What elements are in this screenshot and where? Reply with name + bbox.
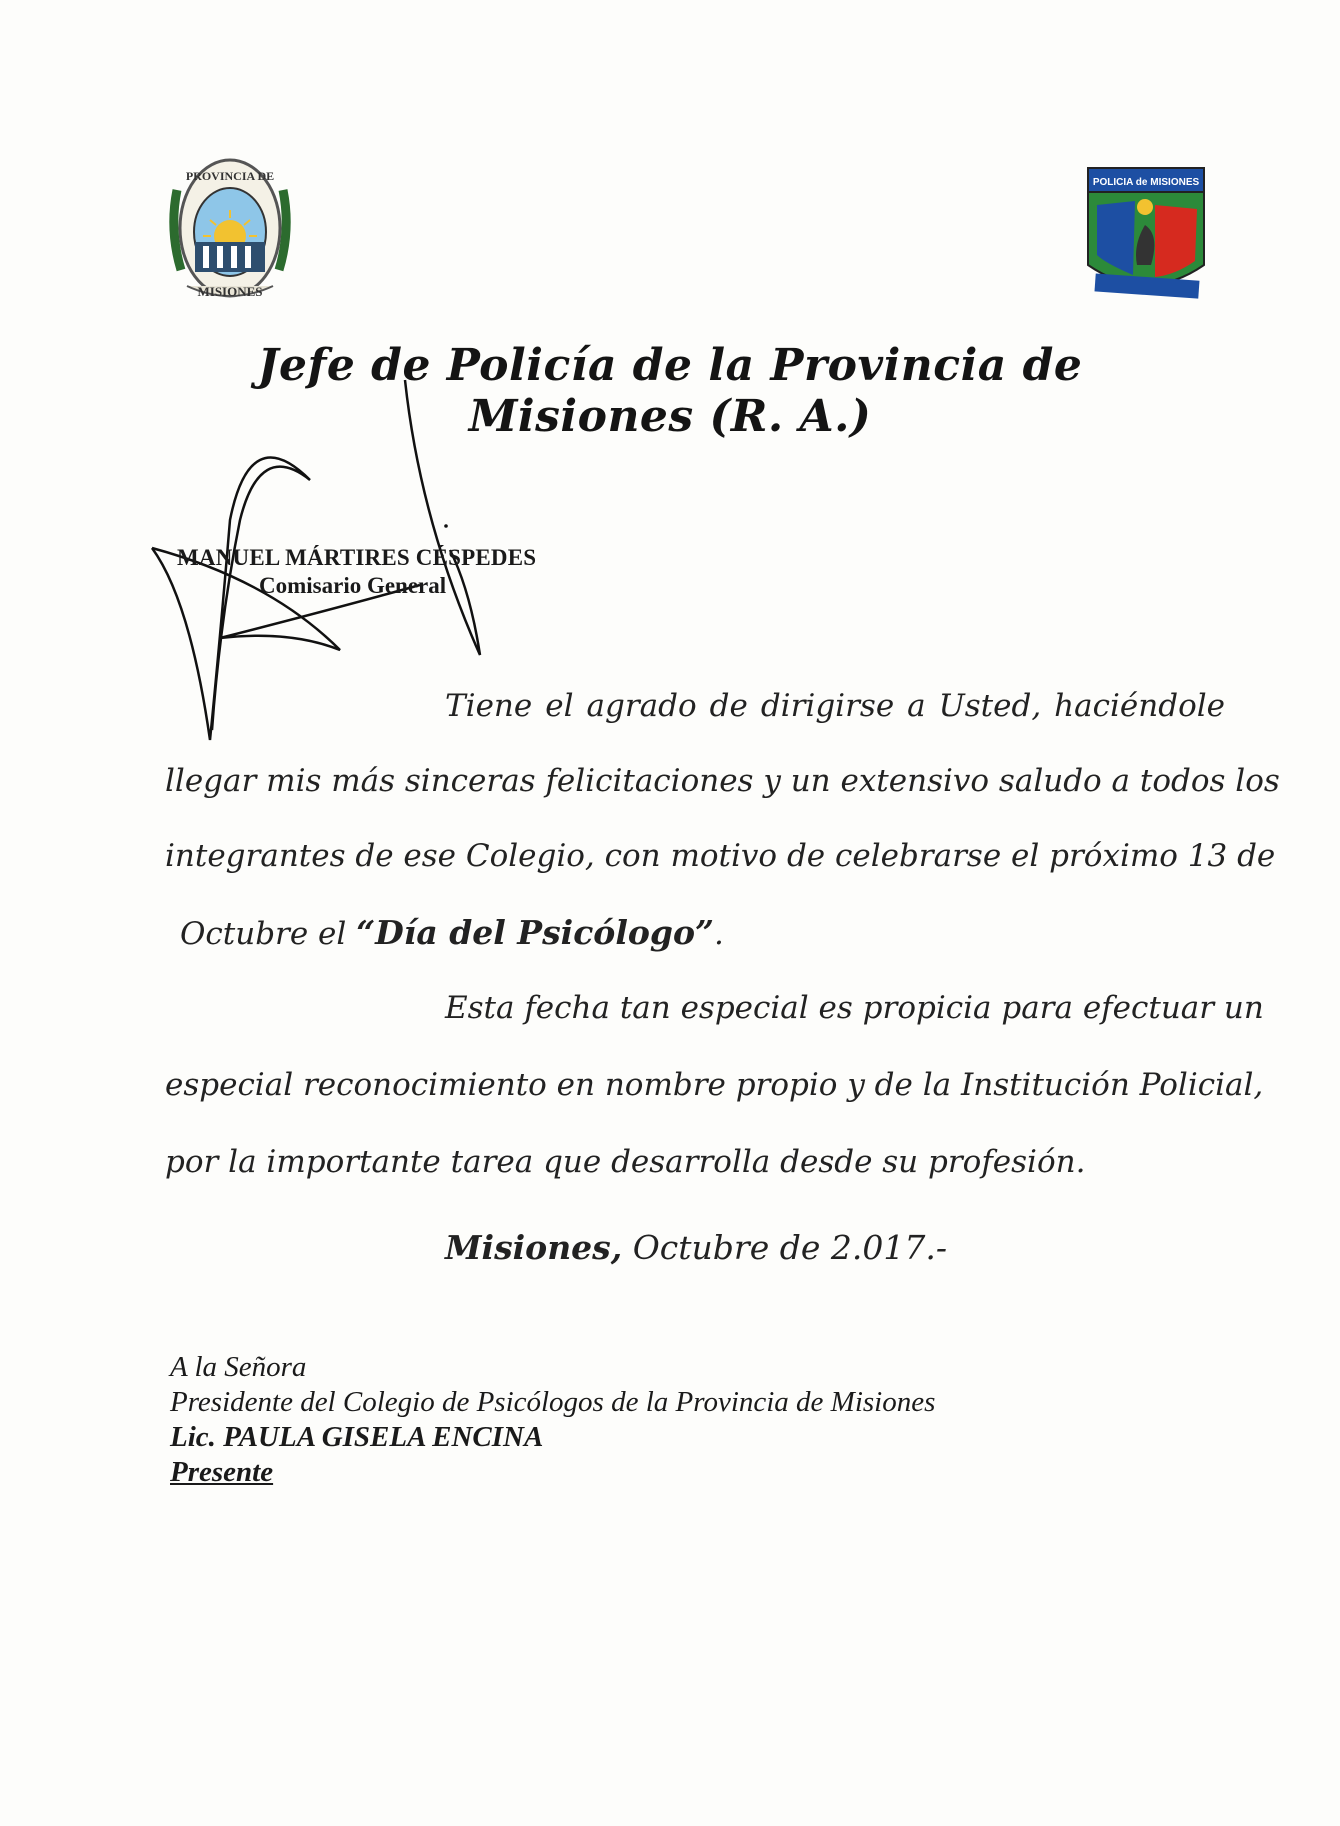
provincia-de-misiones-seal-icon <box>165 150 295 305</box>
signer-name: MANUEL MÁRTIRES CÉSPEDES <box>177 545 537 570</box>
date: Octubre de 2.017.- <box>632 1228 947 1267</box>
recipient-salutation: A la Señora <box>170 1351 307 1383</box>
event-title: “Día del Psicólogo” <box>356 913 714 952</box>
recipient-position: Presidente del Colegio de Psicólogos de la Provincia de Misiones <box>170 1386 936 1418</box>
svg-text:POLICIA de MISIONES: POLICIA de MISIONES <box>1092 177 1200 188</box>
body-line: Esta fecha tan especial es propicia para efectuar un <box>445 990 1264 1026</box>
body-line-event <box>180 913 1240 952</box>
body-line: por la importante tarea que desarrolla desde su profesión. <box>165 1144 1086 1180</box>
recipient-block <box>170 1350 935 1490</box>
svg-text:PROVINCIA DE: PROVINCIA DE <box>185 169 275 183</box>
body-line: llegar mis más sinceras felicitaciones y un extensivo saludo a todos los <box>165 763 1280 799</box>
body-text-suffix: . <box>713 916 724 952</box>
place-date <box>445 1228 947 1267</box>
signer-block <box>177 545 536 599</box>
signer-rank: Comisario General <box>259 573 447 598</box>
policia-de-misiones-crest-icon <box>1085 165 1207 310</box>
body-line: integrantes de ese Colegio, con motivo de celebrarse el próximo 13 de <box>165 838 1276 874</box>
body-line: especial reconocimiento en nombre propio y de la Institución Policial, <box>165 1067 1264 1103</box>
svg-text:MISIONES: MISIONES <box>197 284 263 299</box>
body-text-prefix: Octubre el <box>180 916 357 952</box>
letterhead-title: Jefe de Policía de la Provincia de Misiones (R. A.) <box>257 340 1083 442</box>
body-line: Tiene el agrado de dirigirse a Usted, haciéndole <box>445 688 1225 724</box>
recipient-name: Lic. PAULA GISELA ENCINA <box>170 1421 544 1453</box>
place: Misiones, <box>445 1228 623 1267</box>
recipient-closing: Presente <box>170 1456 274 1488</box>
